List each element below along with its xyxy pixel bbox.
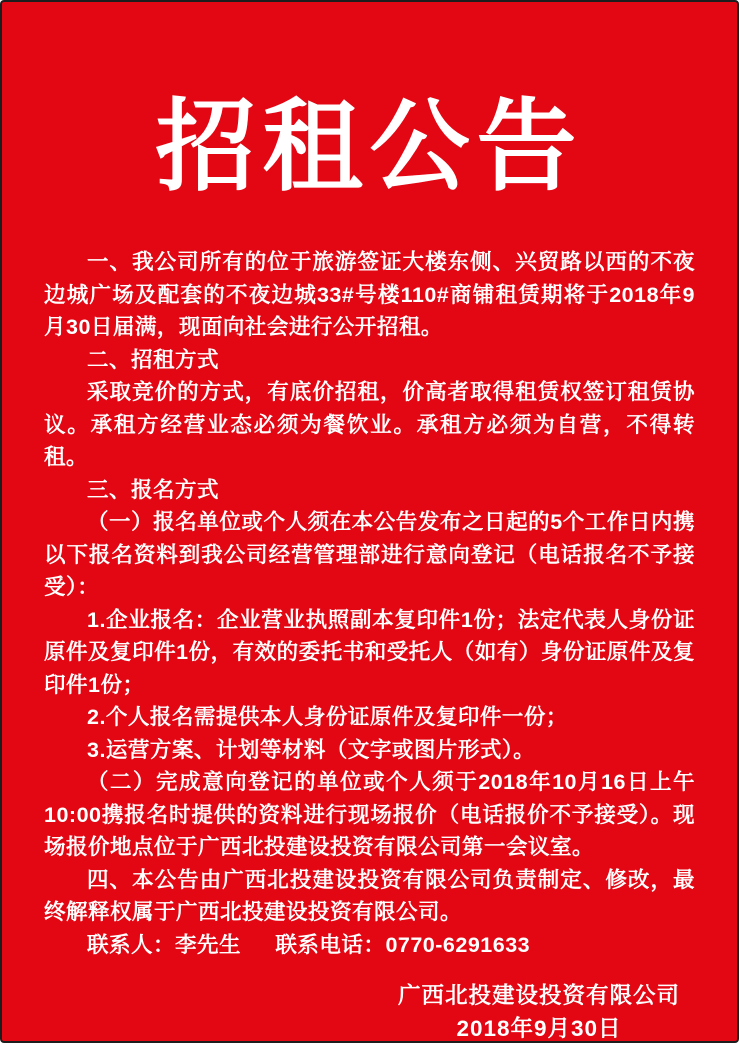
paragraph-individual-registration: 2.个人报名需提供本人身份证原件及复印件一份； [87, 705, 568, 729]
signature-date: 2018年9月30日 [456, 1016, 622, 1041]
signature-company: 广西北投建设投资有限公司 [397, 983, 680, 1008]
paragraph-onsite-bidding: （二）完成意向登记的单位或个人须于2018年10月16日上午10:00携报名时提供的资料进行现场报价（电话报价不予接受）。现场报价地点位于广西北投建设投资有限公司第一会议室。 [44, 770, 695, 859]
contact-phone-number: 0770-6291633 [385, 932, 531, 957]
poster-body [2, 246, 737, 961]
section-heading-rental-method: 二、招租方式 [87, 347, 220, 372]
signature-block [398, 979, 680, 1043]
paragraph-enterprise-registration: 1.企业报名：企业营业执照副本复印件1份；法定代表人身份证原件及复印件1份，有效的委托书和受托人（如有）身份证原件及复印件1份； [44, 607, 695, 697]
contact-person-label: 联系人： [87, 932, 176, 957]
poster-title: 招租公告 [155, 87, 584, 205]
paragraph-property-intro: 一、我公司所有的位于旅游签证大楼东侧、兴贸路以西的不夜边城广场及配套的不夜边城33#号楼110#商铺租赁期将于2018年9月30日届满，现面向社会进行公开招租。 [44, 250, 695, 339]
paragraph-operation-materials: 3.运营方案、计划等材料（文字或图片形式）。 [87, 737, 536, 762]
paragraph-registration-intro: （一）报名单位或个人须在本公告发布之日起的5个工作日内携以下报名资料到我公司经营管理部进行意向登记（电话报名不予接受）： [44, 510, 695, 599]
contact-line [44, 929, 695, 962]
contact-person-name: 李先生 [175, 932, 242, 957]
contact-phone-label: 联系电话： [275, 932, 386, 957]
section-heading-registration: 三、报名方式 [87, 477, 220, 502]
paragraph-interpretation-rights: 四、本公告由广西北投建设投资有限公司负责制定、修改，最终解释权属于广西北投建设投资有限公司。 [44, 867, 695, 924]
paragraph-rental-method: 采取竞价的方式，有底价招租，价高者取得租赁权签订租赁协议。承租方经营业态必须为餐饮业。承租方必须为自营，不得转租。 [44, 380, 695, 469]
